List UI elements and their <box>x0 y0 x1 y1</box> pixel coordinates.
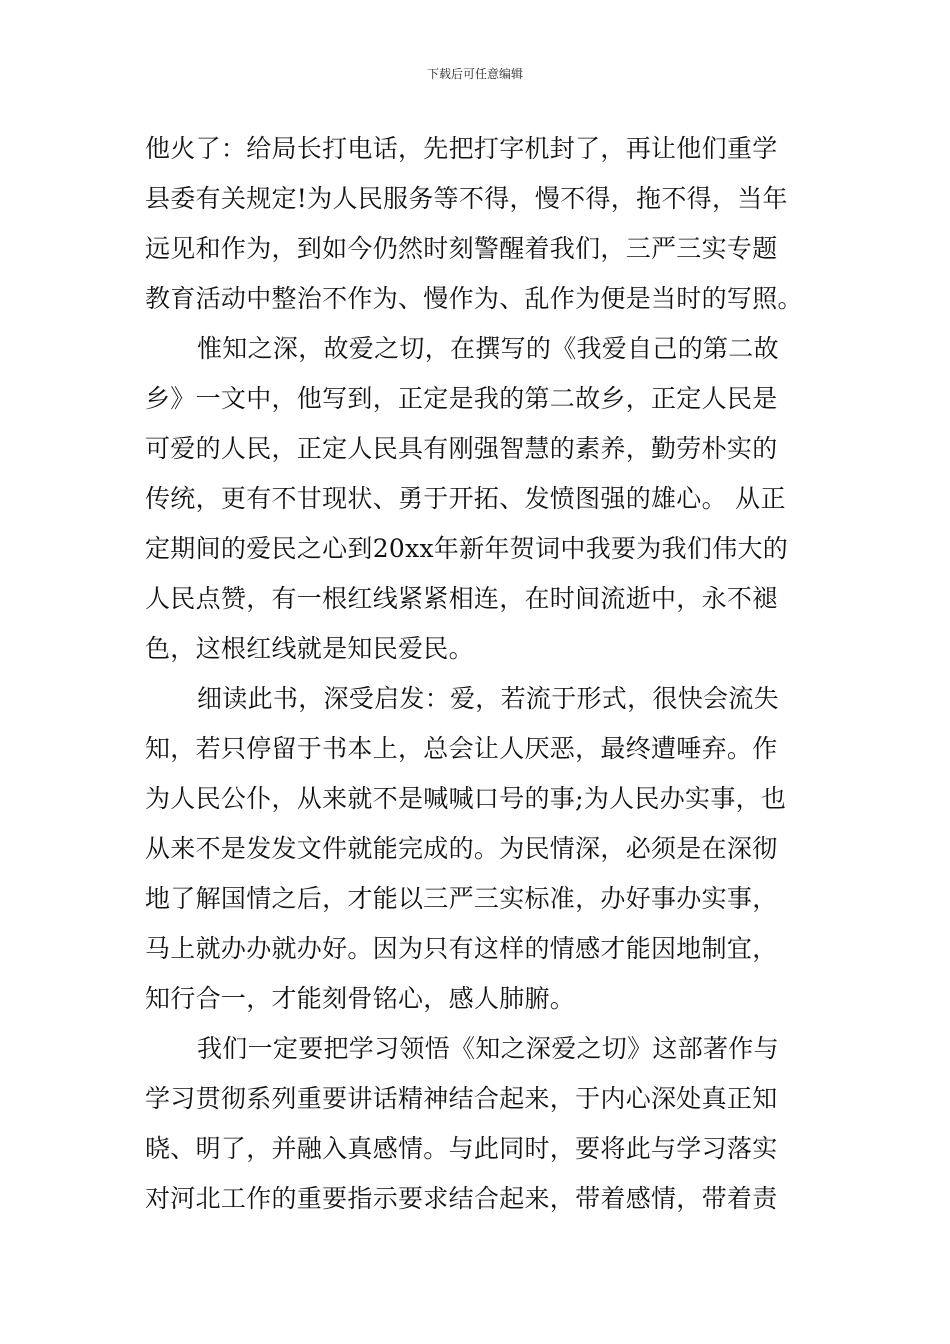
text-line: 知，若只停留于书本上，总会让人厌恶，最终遭唾弃。作 <box>145 734 778 763</box>
page-header: 下载后可任意编辑 <box>426 67 523 81</box>
text-line: 传统，更有不甘现状、勇于开拓、发愤图强的雄心。 从正 <box>145 484 786 513</box>
paragraph-first-line: 我们一定要把学习领悟《知之深爱之切》这部著作与 <box>197 1034 779 1063</box>
text-line: 对河北工作的重要指示要求结合起来，带着感情，带着责 <box>145 1184 778 1213</box>
text-line: 教育活动中整治不作为、慢作为、乱作为便是当时的写照。 <box>145 284 803 313</box>
text-line: 知行合一，才能刻骨铭心，感人肺腑。 <box>145 984 576 1013</box>
text-line: 马上就办办就办好。因为只有这样的情感才能因地制宜， <box>145 934 778 963</box>
text-line: 晓、明了，并融入真感情。与此同时，要将此与学习落实 <box>145 1134 778 1163</box>
text-line: 从来不是发发文件就能完成的。为民情深，必须是在深彻 <box>145 834 778 863</box>
text-line: 学习贯彻系列重要讲话精神结合起来，于内心深处真正知 <box>145 1084 778 1113</box>
text-line: 色，这根红线就是知民爱民。 <box>145 634 474 663</box>
text-line: 为人民公仆，从来就不是喊喊口号的事;为人民办实事，也 <box>145 784 787 813</box>
text-line: 县委有关规定!为人民服务等不得，慢不得，拖不得，当年 <box>145 184 788 213</box>
text-line: 人民点赞，有一根红线紧紧相连，在时间流逝中，永不褪 <box>145 584 778 613</box>
text-line: 他火了：给局长打电话，先把打字机封了，再让他们重学 <box>145 134 778 163</box>
paragraph-first-line: 惟知之深，故爱之切，在撰写的《我爱自己的第二故 <box>197 334 779 363</box>
text-line: 可爱的人民，正定人民具有刚强智慧的素养，勤劳朴实的 <box>145 434 778 463</box>
text-line: 地了解国情之后，才能以三严三实标准，办好事办实事， <box>145 884 778 913</box>
text-line: 定期间的爱民之心到20xx年新年贺词中我要为我们伟大的 <box>145 534 789 563</box>
paragraph-first-line: 细读此书，深受启发：爱，若流于形式，很快会流失 <box>197 684 779 713</box>
text-line: 远见和作为，到如今仍然时刻警醒着我们，三严三实专题 <box>145 234 778 263</box>
text-line: 乡》一文中，他写到，正定是我的第二故乡，正定人民是 <box>145 384 778 413</box>
